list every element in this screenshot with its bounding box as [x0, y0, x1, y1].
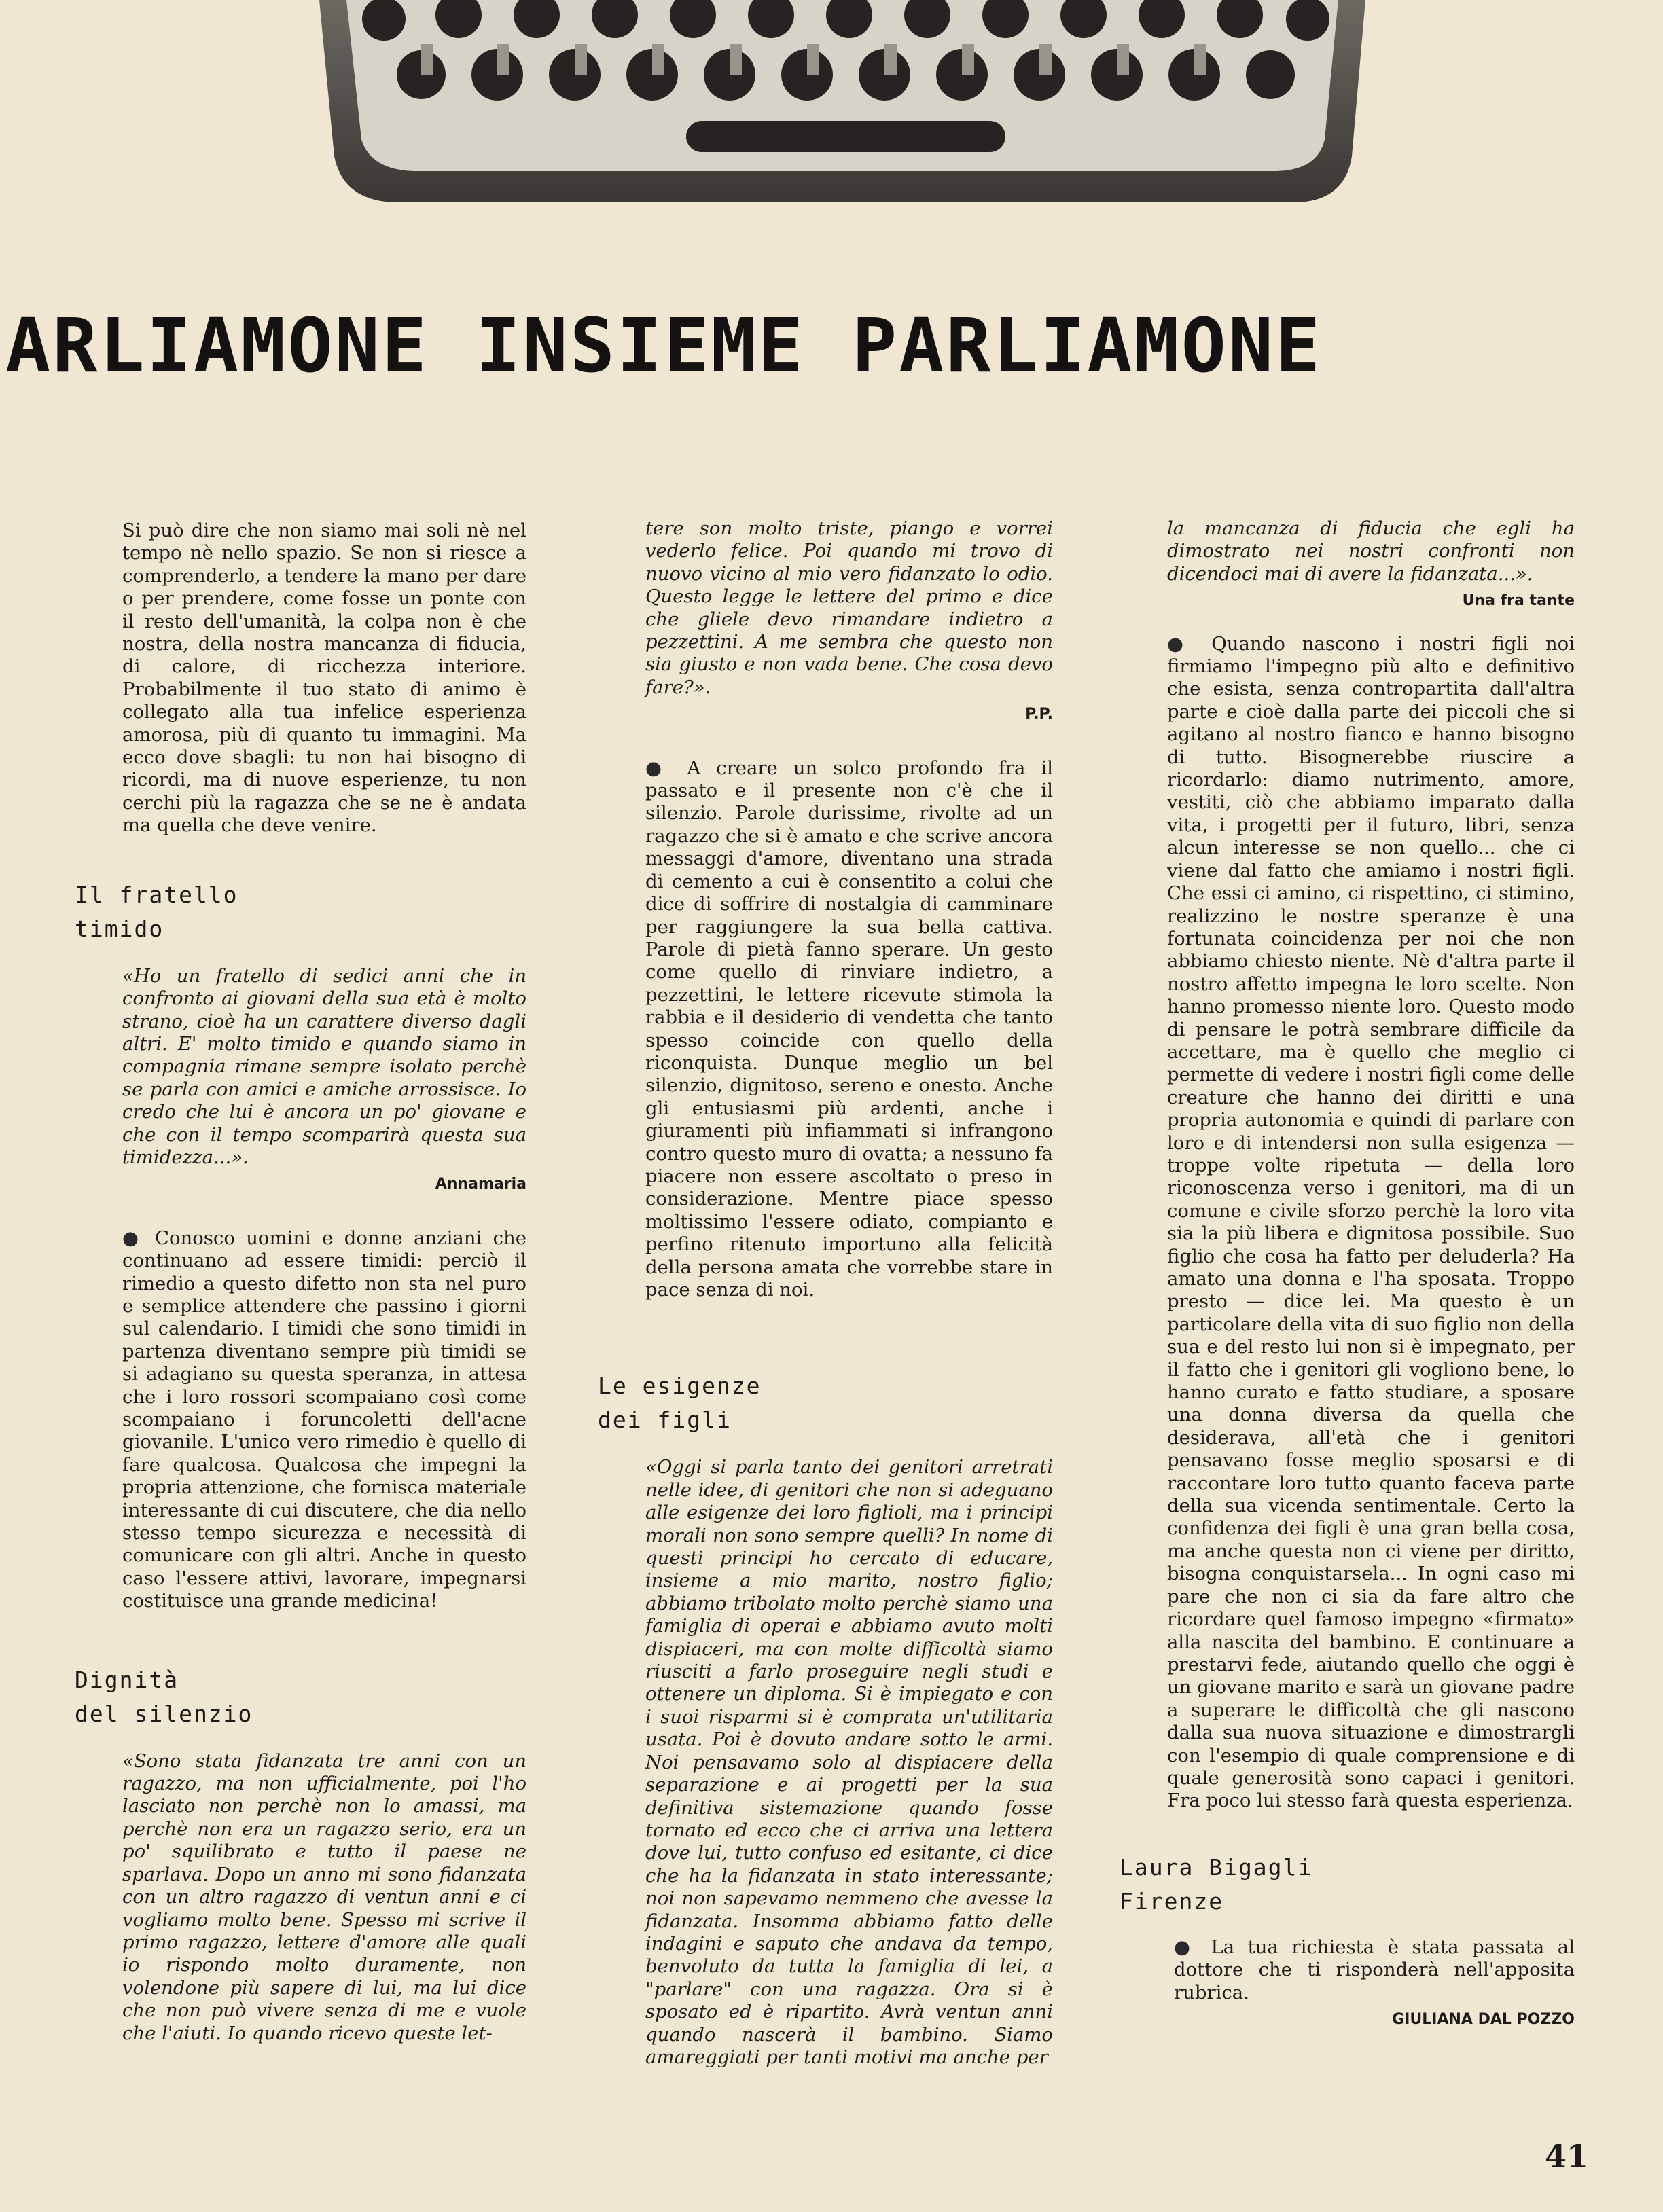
- letter-signature: Una fra tante: [1462, 592, 1575, 610]
- column-3: [1120, 518, 1575, 2031]
- section-heading-line: Il fratello: [75, 881, 238, 908]
- letter-signature: Annamaria: [435, 1176, 526, 1193]
- bullet-icon: ●: [122, 1227, 144, 1249]
- reader-letter-continued: la mancanza di fiducia che egli ha dimostrato nei nostri confronti non dicendoci mai di avere la fidanzata...».: [1167, 518, 1575, 585]
- editor-reply: [122, 1227, 526, 1613]
- reader-letter-continued: tere son molto triste, piango e vorrei vederlo felice. Poi quando mi trovo di nuovo vicino al mio vero fidanzato lo odio. Questo legge le lettere del primo e dice che gliele devo rimandare indietro a pezzettini. A me sembra che questo non sia giusto e non vada bene. Che cosa devo fare?».: [645, 518, 1053, 698]
- editor-reply: [1167, 633, 1575, 1813]
- editor-reply: [1174, 1936, 1575, 2004]
- section-heading-line: Le esigenze: [598, 1373, 762, 1400]
- article-author: GIULIANA DAL POZZO: [1392, 2010, 1575, 2028]
- section-heading-line: dei figli: [598, 1407, 732, 1434]
- section-heading-esigenze-figli: [598, 1369, 1053, 1437]
- column-2: [598, 518, 1053, 2069]
- byline-name: Laura Bigagli: [1120, 1853, 1313, 1881]
- letter-signature: P.P.: [1025, 706, 1053, 723]
- column-1: [75, 520, 526, 2045]
- bullet-icon: ●: [645, 757, 672, 779]
- intro-reply: Si può dire che non siamo mai soli nè nel tempo nè nello spazio. Se non si riesce a comprenderlo, a tendere la mano per dare o per prendere, come fosse un ponte con il resto dell'umanità, la colpa non è che nostra, della nostra mancanza di fiducia, di calore, di ricchezza interiore. Probabilmente il tuo stato di animo è collegato alla tua infelice esperienza amorosa, più di quanto tu immagini. Ma ecco dove sbagli: tu non hai bisogno di ricordi, ma di nuove esperienze, tu non cerchi più la ragazza che se ne è andata ma quella che deve venire.: [122, 520, 526, 837]
- editor-reply: [645, 757, 1053, 1302]
- editor-reply-text: Conosco uomini e donne anziani che continuano ad essere timidi: perciò il rimedio a questo difetto non sta nel puro e semplice attendere che passino i giorni sul calendario. I timidi che sono timidi in partenza diventano sempre più timidi se si adagiano su questa speranza, in attesa che i loro rossori scompaiano così come scompaiano i foruncoletti dell'acne giovanile. L'unico vero rimedio è quello di fare qualcosa. Qualcosa che impegni la propria attenzione, che fornisca materiale interessante di cui discutere, che dia nello stesso tempo sicurezza e necessità di comunicare con gli altri. Anche in questo caso l'essere attivi, lavorare, impegnarsi costituisce una grande medicina!: [122, 1227, 526, 1612]
- page-number: 41: [1545, 2138, 1589, 2175]
- reader-letter: «Oggi si parla tanto dei genitori arretrati nelle idee, di genitori che non si adeguano alle esigenze dei loro figlioli, ma i principi morali non sono sempre quelli? In nome di questi principi ho cercato di educare, insieme a mio marito, nostro figlio; abbiamo tribolato molto perchè siamo una famiglia di operai e abbiamo avuto molti dispiaceri, ma con molte difficoltà siamo riusciti a farlo proseguire negli studi e ottenere un diploma. Si è impiegato e con i suoi risparmi si è comprata un'utilitaria usata. Poi è dovuto andare sotto le armi. Noi pensavamo solo al dispiacere della separazione e ai progetti per la sua definitiva sistemazione quando fosse tornato ed ecco che ci arriva una lettera dove lui, tutto confuso ed esitante, ci dice che ha la fidanzata in stato interessante; noi non sapevamo nemmeno che avesse la fidanzata. Insomma abbiamo fatto delle indagini e saputo che andava da tempo, benvoluto da tutta la famiglia di lei, a "parlare" con una ragazza. Ora si è sposato ed è ripartito. Avrà ventun anni quando nascerà il bambino. Siamo amareggiati per tanti motivi ma anche per: [645, 1456, 1053, 2068]
- byline-city: Firenze: [1120, 1887, 1224, 1915]
- reader-byline: [1120, 1851, 1575, 1919]
- page-headline: ARLIAMONE INSIEME PARLIAMONE: [5, 302, 1323, 389]
- reader-letter: «Ho un fratello di sedici anni che in confronto ai giovani della sua età è molto strano, cioè ha un carattere diverso dagli altri. E' molto timido e quando siamo in compagnia rimane sempre isolato perchè se parla con amici e amiche arrossisce. Io credo che lui è ancora un po' giovane e che con il tempo scomparirà questa sua timidezza...».: [122, 964, 526, 1168]
- section-heading-line: del silenzio: [75, 1700, 253, 1727]
- section-heading-line: Dignità: [75, 1666, 179, 1693]
- bullet-icon: ●: [1174, 1936, 1198, 1958]
- reader-letter: «Sono stata fidanzata tre anni con un ragazzo, ma non ufficialmente, poi l'ho lasciato non perchè non lo amassi, ma perchè non era un ragazzo serio, era un po' squilibrato e tutto il paese ne sparlava. Dopo un anno mi sono fidanzata con un altro ragazzo di ventun anni e ci vogliamo molto bene. Spesso mi scrive il primo ragazzo, lettere d'amore alle quali io rispondo molto duramente, non volendone più sapere di lui, ma lui dice che non può vivere senza di me e vuole che l'aiuti. Io quando ricevo queste let-: [122, 1749, 526, 2044]
- bullet-icon: ●: [1167, 632, 1195, 655]
- section-heading-line: timido: [75, 915, 164, 942]
- typewriter-keyboard-illustration: [319, 0, 1365, 204]
- section-heading-fratello-timido: [75, 878, 526, 946]
- section-heading-dignita-silenzio: [75, 1663, 526, 1731]
- editor-reply-text: A creare un solco profondo fra il passato e il presente non c'è che il silenzio. Parole durissime, rivolte ad un ragazzo che si è amato e che scrive ancora messaggi d'amore, diventano una strada di cemento a cui è consentito a colui che dice di soffrire di nostalgia di camminare per raggiungere la sua bella cattiva. Parole di pietà fanno sperare. Un gesto come quello di rinviare indietro, a pezzettini, le lettere ricevute stimola la rabbia e il desiderio di vendetta che tanto spesso coincide con quello della riconquista. Dunque meglio un bel silenzio, dignitoso, sereno e onesto. Anche gli entusiasmi più ardenti, anche i giuramenti più infiammati si infrangono contro questo muro di ovatta; a nessuno fa piacere non essere ascoltato o preso in considerazione. Mentre piace spesso moltissimo l'essere odiato, compianto e perfino ritenuto importuno alla felicità della persona amata che vorrebbe stare in pace senza di noi.: [645, 757, 1053, 1301]
- editor-reply-text: Quando nascono i nostri figli noi firmiamo l'impegno più alto e definitivo che esista, senza contropartita dall'altra parte e cioè dalla parte dei piccoli che si agitano al nostro fianco e hanno bisogno di tutto. Bisognerebbe riuscire a ricordarlo: diamo nutrimento, amore, vestiti, ciò che abbiamo imparato dalla vita, i progetti per il futuro, libri, senza alcun interesse se non quello... che ci viene dal fatto che amiamo i nostri figli. Che essi ci amino, ci rispettino, ci stimino, realizzino le nostre speranze è una fortunata coincidenza per noi che non abbiamo chiesto niente. Nè d'altra parte il nostro affetto impegna le loro scelte. Non hanno promesso niente loro. Questo modo di pensare le potrà sembrare difficile da accettare, ma è quello che meglio ci permette di vedere i nostri figli come delle creature che hanno dei diritti e una propria autonomia e quindi di parlare con loro e di intendersi non sulla esigenza — troppe volte ripetuta — della loro riconoscenza verso i genitori, ma di un comune e civile sforzo perchè la loro vita sia la più libera e dignitosa possibile. Suo figlio che cosa ha fatto per deluderla? Ha amato una donna e l'ha sposata. Troppo presto — dice lei. Ma questo è un particolare della vita di suo figlio non della sua e del resto lui non si è impegnato, per il fatto che i genitori gli vogliono bene, lo hanno curato e fatto studiare, a sposare una donna diversa da quella che desiderava, all'età che i genitori pensavano fosse meglio sposarsi e di raccontare loro tutto quanto faceva parte della sua vicenda sentimentale. Certo la confidenza dei figli è una gran bella cosa, ma anche questa non ci viene per diritto, bisogna conquistarsela... In ogni caso mi pare che non ci sia da fare altro che ricordare quel famoso impegno «firmato» alla nascita del bambino. E continuare a prestarvi fede, aiutando quello che oggi è un giovane marito e sarà un giovane padre a superare le difficoltà che gli nascono dalla sua nuova situazione e dimostrargli con l'esempio di quale comprensione e di quale generosità sono capaci i genitori. Fra poco lui stesso farà questa esperienza.: [1167, 632, 1575, 1812]
- editor-reply-text: La tua richiesta è stata passata al dottore che ti risponderà nell'apposita rubrica.: [1174, 1936, 1575, 2004]
